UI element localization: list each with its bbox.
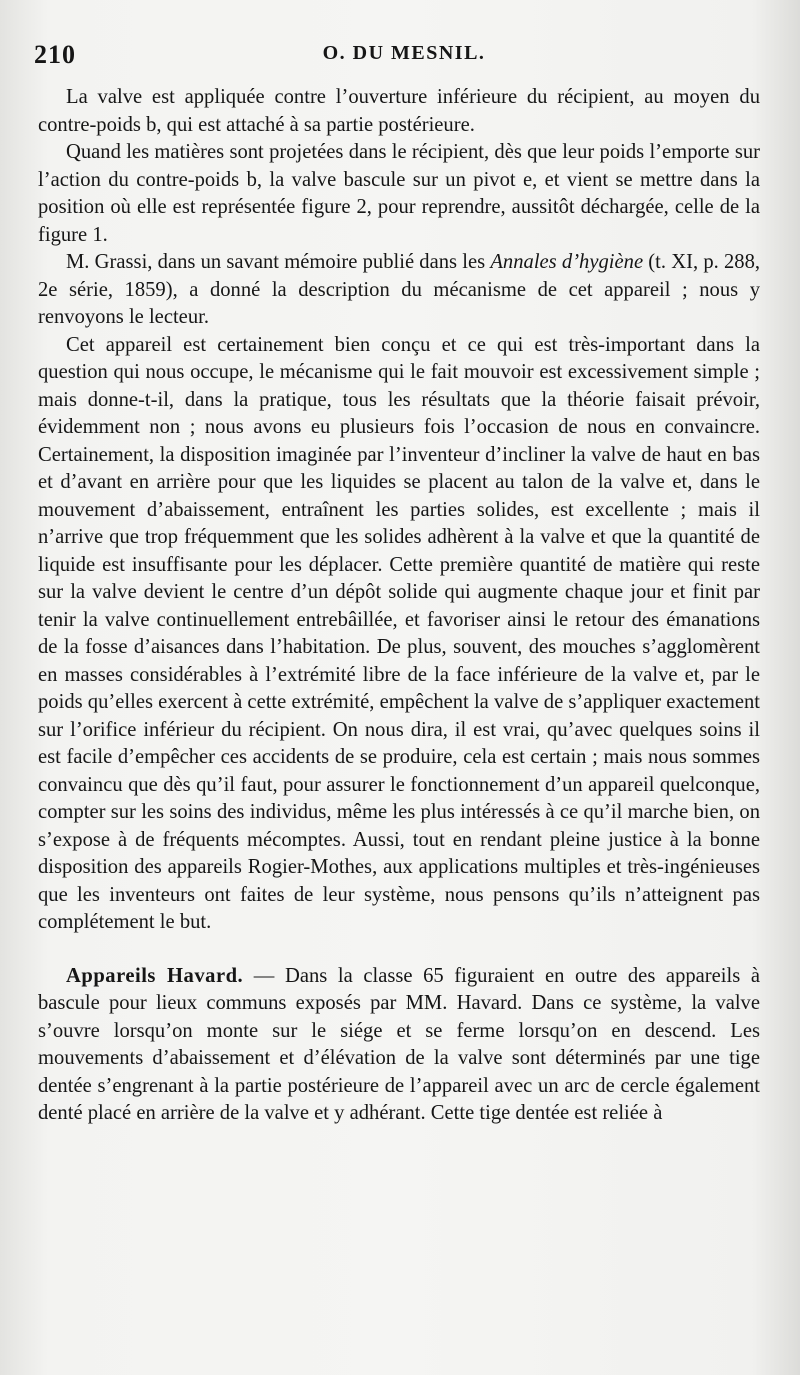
page-number: 210	[34, 40, 76, 69]
paragraph	[38, 249, 760, 332]
paragraph-text: (t. XI, p. 288, 2e série, 1859), a donné la description du mécanisme de cet appareil ; nous y renvoyons le lecteur.	[38, 251, 761, 328]
paragraph-text: — Dans la classe 65 figuraient en outre des appareils à bascule pour lieux communs exposés par MM. Havard. Dans ce système, la valve s’ouvre lorsqu’on monte sur le siége et se ferme lorsqu’on en descend. Les mouvements d’abaissement et d’élévation de la valve sont déterminés par une tige dentée s’engrenant à la partie postérieure de l’appareil avec un arc de cercle également denté placé en arrière de la valve et y adhérant. Cette tige dentée est reliée à	[38, 964, 760, 1124]
journal-title: Annales d’hygiène	[490, 251, 644, 273]
section-title: Appareils Havard.	[66, 964, 244, 987]
paragraph-text: M. Grassi, dans un savant mémoire publié dans les	[66, 251, 491, 273]
body-text	[38, 84, 760, 1128]
running-head: O. DU MESNIL.	[322, 42, 486, 64]
paragraph: La valve est appliquée contre l’ouverture inférieure du récipient, au moyen du contre-poids b, qui est attaché à sa partie postérieure.	[38, 86, 760, 136]
paragraph	[38, 963, 760, 1128]
page-header	[34, 36, 774, 72]
paragraph: Quand les matières sont projetées dans le récipient, dès que leur poids l’emporte sur l’action du contre-poids b, la valve bascule sur un pivot e, et vient se mettre dans la position où elle est représentée figure 2, pour reprendre, aussitôt déchargée, celle de la figure 1.	[38, 141, 760, 246]
paragraph: Cet appareil est certainement bien conçu et ce qui est très-important dans la question qui nous occupe, le mécanisme qui le fait mouvoir est excessivement simple ; mais donne-t-il, dans la pratique, tous les résultats que la théorie faisait prévoir, évidemment non ; nous avons eu plusieurs fois l’occasion de nous en convaincre. Certainement, la disposition imaginée par l’inventeur d’incliner la valve de haut en bas et d’avant en arrière pour que les liquides se placent au talon de la valve et, dans le mouvement d’abaissement, entraînent les parties solides, est excellente ; mais il n’arrive que trop fréquemment que les solides adhèrent à la valve et que la quantité de liquide est insuffisante pour les déplacer. Cette première quantité de matière qui reste sur la valve devient le centre d’un dépôt solide qui augmente chaque jour et finit par tenir la valve continuellement entrebâillée, et favoriser ainsi le retour des émanations de la fosse d’aisances dans l’habitation. De plus, souvent, des mouches s’agglomèrent en masses considérables à l’extrémité libre de la face inférieure de la valve et, par le poids qu’elles exercent à cette extrémité, empêchent la valve de s’appliquer exactement sur l’orifice inférieur du récipient. On nous dira, il est vrai, qu’avec quelques soins il est facile d’empêcher ces accidents de se produire, cela est certain ; mais nous sommes convaincu que dès qu’il faut, pour assurer le fonctionnement d’un appareil quelconque, compter sur les soins des individus, même les plus intéressés à ce qu’il marche bien, on s’expose à de fréquents mécomptes. Aussi, tout en rendant pleine justice à la bonne disposition des appareils Rogier-Mothes, aux applications multiples et très-ingénieuses que les inventeurs ont faites de leur système, nous pensons qu’ils n’atteignent pas complétement le but.	[38, 333, 760, 933]
